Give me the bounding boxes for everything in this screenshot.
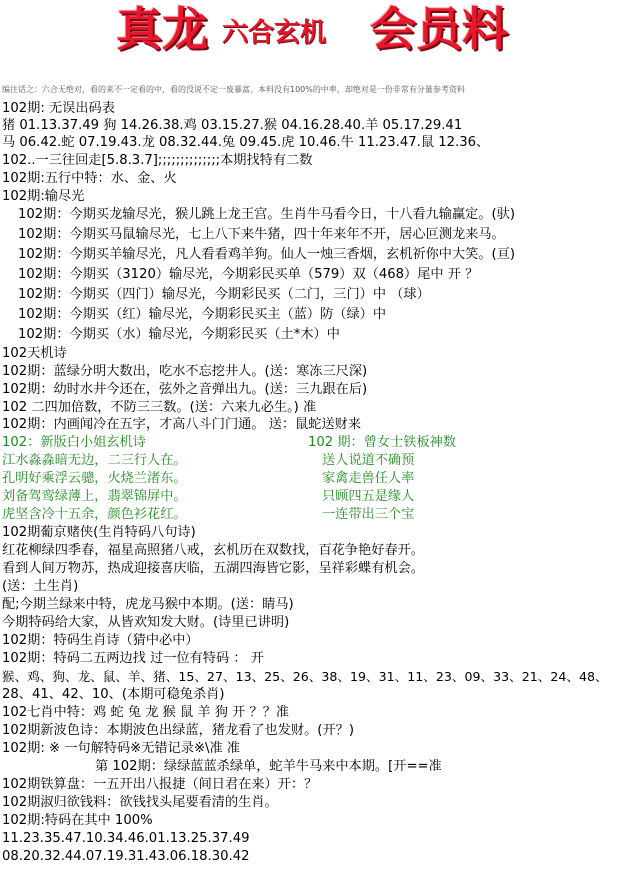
number-list-line: 08.20.32.44.07.19.31.43.06.18.30.42 [2, 849, 250, 864]
green-right-line: 只顾四五是缘人 [322, 489, 415, 504]
banner-title-part3: 会员料 [370, 2, 508, 56]
green-right-line: 一连带出三个宝 [322, 507, 415, 522]
number-list-line: 11.23.35.47.10.34.46.01.13.25.37.49 [2, 831, 250, 846]
text-line: 看到人间万物苏，热成迎接喜庆临，五湖四海皆它影，呈祥彩蝶有机会。 [2, 561, 424, 576]
indented-line: 102期：今期买羊输尽光，凡人看看鸡羊狗。仙人一烛三香烟，玄机祈你中大笑。(亘) [18, 247, 516, 262]
section-title: 102期葡京赌侠(生肖特码八句诗) [2, 525, 196, 540]
text-line: 红花柳绿四季春，福星高照猪八戒，玄机历在双数找，百花争艳好春开。 [2, 543, 424, 558]
text-line: 102期：内画闻冷在五字，才高八斗门门通。 送：鼠蛇送财来 [2, 417, 362, 432]
text-line: 102期铁算盘：一五开出八报捷（间日君在来）开：？ [2, 777, 318, 792]
text-line: 102期新波色诗：本期波色出绿蓝，猪龙看了也发财。(开？) [2, 723, 354, 738]
text-line: 102期：特码二五两边找 过一位有特码 ： 开 [2, 651, 264, 666]
number-list-line: 28、41、42、10、(本期可稳兔杀肖) [2, 687, 225, 702]
text-line: 102期:输尽光 [2, 189, 85, 204]
green-left-line: 刘备驾鸾绿薄上，翡翠锦屏中。 [2, 489, 187, 504]
text-line: (送：土生肖) [2, 579, 79, 594]
indented-line: 102期：今期买（四门）输尽光，今期彩民买（二门，三门）中 （球） [18, 287, 430, 302]
indented-line: 102期：今期买马鼠输尽光，七上八下来牛猪，四十年来年不开，居心叵测龙来马。 [18, 227, 505, 242]
number-list-line: 猴、鸡、狗、龙、鼠、羊、猪、15、27、13、25、26、38、19、31、11、23、09、33、21、24、48、 [2, 669, 608, 684]
green-right-title: 102 期：曾女士铁板神数 [308, 435, 457, 450]
banner-title-part1: 真龙 [116, 2, 208, 56]
indented-line: 102期：今期买（3120）输尽光，今期彩民买单（579）双（468）尾中 开 ？ [18, 267, 479, 282]
text-line: 102期：特码生肖诗（猜中必中） [2, 633, 199, 648]
text-line: 102期:特码在其中 100% [2, 813, 153, 828]
indented-line: 102期：今期买（水）输尽光，今期彩民买（土*木）中 [18, 327, 340, 342]
section-title: 102期: 无误出码表 [2, 101, 115, 116]
green-right-line: 送人说道不确预 [322, 453, 415, 468]
green-left-line: 江水淼淼暗无边，二三行人在。 [2, 453, 187, 468]
text-line: 102期: ※ 一句解特码※无错记录※\准 准 [2, 741, 241, 756]
text-line: 配;今期兰绿来中特，虎龙马猴中本期。(送：睛马) [2, 597, 294, 612]
centered-line: 第 102期：绿绿蓝蓝杀绿单，蛇羊牛马来中本期。[开==准 [95, 759, 442, 774]
text-line: 102期淑归欲钱料：欲钱找头尾要看清的生肖。 [2, 795, 278, 810]
text-line: 102 二四加倍数，不防三三数。(送：六来九必生。) 准 [2, 400, 317, 415]
disclaimer-text: 编注话之：六合无绝对，看的来不一定看的中，看的没说不定一废暴富。本料没有100%的中率，却绝对是一份非常有分量参考资料 [2, 85, 465, 94]
indented-line: 102期：今期买龙输尽光，猴儿跳上龙王宫。生肖牛马看今日，十八看九输赢定。(驮) [18, 207, 516, 222]
text-line: 102期:五行中特：水、金、火 [2, 171, 177, 186]
banner-title-part2: 六合玄机 [222, 18, 327, 48]
text-line: 102七肖中特：鸡 蛇 兔 龙 猴 鼠 羊 狗 开 ？？准 [2, 705, 290, 720]
number-table-row: 马 06.42.蛇 07.19.43.龙 08.32.44.兔 09.45.虎 10.46.牛 11.23.47.鼠 12.36、 [2, 135, 490, 150]
green-left-line: 孔明好乘浮云骢，火烧兰渚东。 [2, 471, 187, 486]
text-line: 今期特码给大家，从皆欢知发大财。(诗里已讲明) [2, 615, 290, 630]
section-title: 102天机诗 [2, 346, 67, 361]
green-left-line: 虎坚含冷十五余，颜色衫花红。 [2, 507, 187, 522]
text-line: 102期：幼时水井今还在，弦外之音弹出九。(送：三九跟在后) [2, 382, 368, 397]
header-banner [0, 0, 634, 72]
green-left-title: 102：新版白小姐玄机诗 [2, 435, 146, 450]
text-line: 102期：蓝绿分明大数出，吃水不忘挖井人。(送：寒冻三尺深) [2, 364, 368, 379]
text-line: 102..一三往回走[5.8.3.7];;;;;;;;;;;;;;本期找特有二数 [2, 153, 313, 168]
number-table-row: 猪 01.13.37.49 狗 14.26.38.鸡 03.15.27.猴 04.16.28.40.羊 05.17.29.41 [2, 118, 463, 133]
green-right-line: 家禽走兽任人率 [322, 471, 415, 486]
indented-line: 102期：今期买（红）输尽光，今期彩民买主（蓝）防（绿）中 [18, 307, 387, 322]
